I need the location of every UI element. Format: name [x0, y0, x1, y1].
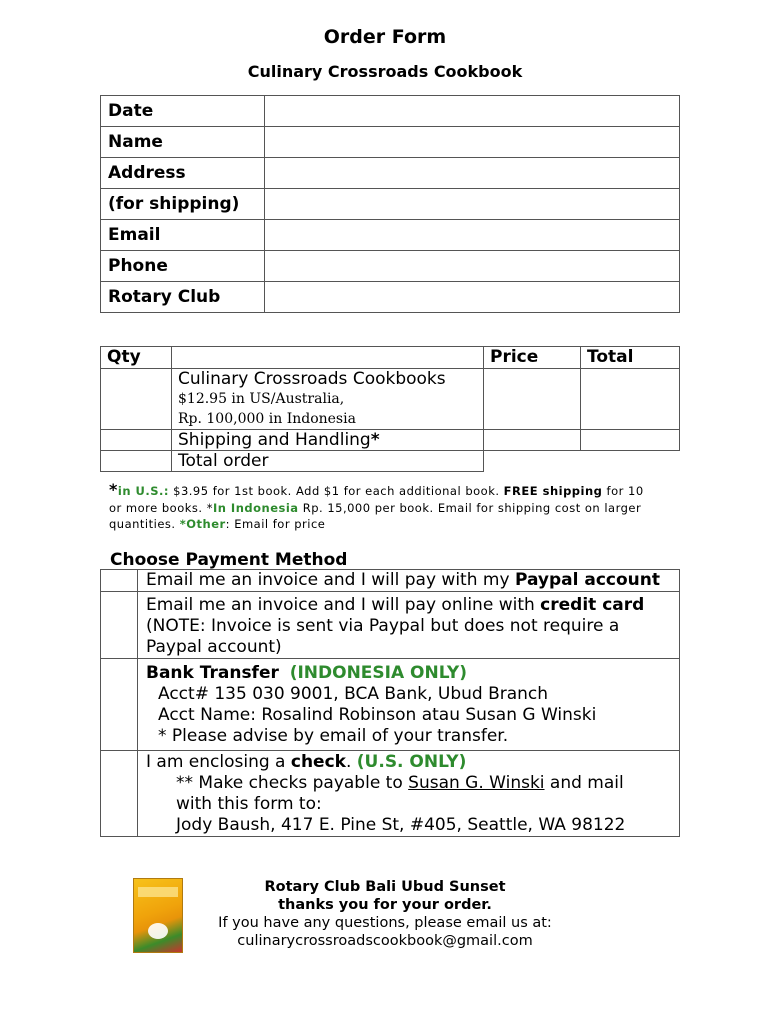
total-price-empty: [484, 451, 581, 472]
payment-option-credit-card: [101, 592, 680, 659]
name-field[interactable]: [265, 127, 680, 158]
footer-club: Rotary Club Bali Ubud Sunset: [264, 879, 506, 895]
cc-post: (NOTE: Invoice is sent via Paypal but does not require a Paypal account): [146, 616, 620, 657]
paypal-text: [138, 570, 680, 592]
total-header: Total: [581, 347, 680, 369]
name-label: Name: [101, 127, 265, 158]
order-table: [100, 346, 680, 472]
bank-region: (INDONESIA ONLY): [289, 663, 468, 683]
bank-transfer-checkbox[interactable]: [101, 659, 138, 751]
credit-card-checkbox[interactable]: [101, 592, 138, 659]
note-us-text: $3.95 for 1st book. Add $1 for each additional book.: [168, 484, 504, 498]
customer-info-table: [100, 95, 680, 313]
qty-header: Qty: [101, 347, 172, 369]
email-label: Email: [101, 220, 265, 251]
note-free-shipping: FREE shipping: [503, 484, 603, 498]
payment-option-paypal: [101, 570, 680, 592]
cc-pre: Email me an invoice and I will pay online with: [146, 595, 541, 615]
page-title: Order Form: [323, 26, 447, 48]
bank-account: Acct# 135 030 9001, BCA Bank, Ubud Branch: [158, 684, 549, 704]
check-payable-post: and mail: [544, 773, 624, 793]
cookbook-total-field[interactable]: [581, 369, 680, 430]
payment-option-check: [101, 751, 680, 837]
check-dot: .: [345, 752, 357, 772]
paypal-checkbox[interactable]: [101, 570, 138, 592]
cookbook-row: [101, 369, 680, 430]
phone-label: Phone: [101, 251, 265, 282]
page-subtitle: Culinary Crossroads Cookbook: [247, 62, 523, 81]
item-header: [172, 347, 484, 369]
total-total-empty: [581, 451, 680, 472]
date-field[interactable]: [265, 96, 680, 127]
paypal-bold: Paypal account: [514, 570, 660, 590]
payment-table: [100, 569, 680, 837]
address-label: Address: [101, 158, 265, 189]
address-shipping-label: (for shipping): [101, 189, 265, 220]
shipping-row: [101, 430, 680, 451]
cookbook-item-name: Culinary Crossroads Cookbooks: [178, 369, 446, 389]
shipping-item: [172, 430, 484, 451]
footer: [200, 878, 570, 950]
phone-field[interactable]: [265, 251, 680, 282]
rotary-club-label: Rotary Club: [101, 282, 265, 313]
address-field[interactable]: [265, 158, 680, 189]
cookbook-qty-field[interactable]: [101, 369, 172, 430]
check-payable-pre: ** Make checks payable to: [176, 773, 409, 793]
address-shipping-field[interactable]: [265, 189, 680, 220]
bank-account-name: Acct Name: Rosalind Robinson atau Susan G Winski: [158, 705, 597, 725]
shipping-qty-field[interactable]: [101, 430, 172, 451]
shipping-note: [109, 482, 649, 533]
cookbook-price-field[interactable]: [484, 369, 581, 430]
bank-title: Bank Transfer: [146, 663, 279, 683]
date-label: Date: [101, 96, 265, 127]
footer-thanks: thanks you for your order.: [278, 897, 492, 913]
check-checkbox[interactable]: [101, 751, 138, 837]
shipping-total-field[interactable]: [581, 430, 680, 451]
check-payee: Susan G. Winski: [408, 773, 545, 793]
payment-option-bank-transfer: [101, 659, 680, 751]
payment-title: Choose Payment Method: [110, 550, 348, 570]
shipping-price-field[interactable]: [484, 430, 581, 451]
total-row: [101, 451, 680, 472]
footer-email: culinarycrossroadscookbook@gmail.com: [237, 933, 533, 949]
footer-questions: If you have any questions, please email us at:: [218, 915, 552, 931]
note-asterisk: *: [109, 480, 118, 499]
check-with-form: with this form to:: [176, 794, 322, 814]
check-pre: I am enclosing a: [146, 752, 291, 772]
price-header: Price: [484, 347, 581, 369]
total-qty-field[interactable]: [101, 451, 172, 472]
note-other-label: *Other: [179, 517, 226, 531]
paypal-pre: Email me an invoice and I will pay with my: [146, 570, 515, 590]
shipping-label: Shipping and Handling: [178, 430, 371, 450]
email-field[interactable]: [265, 220, 680, 251]
note-indonesia-text: Rp. 15,000 per book. Email for shipping cost on larger quantities.: [109, 500, 642, 531]
cc-bold: credit card: [540, 595, 645, 615]
check-address: Jody Baush, 417 E. Pine St, #405, Seattle, WA 98122: [176, 815, 626, 835]
note-after-free: for 10 or more books. *: [109, 484, 644, 515]
bank-note: * Please advise by email of your transfer.: [158, 726, 509, 746]
note-us-label: in U.S.:: [117, 484, 169, 498]
credit-card-text: [138, 592, 680, 659]
order-header-row: [101, 347, 680, 369]
check-text: [138, 751, 680, 837]
bank-transfer-text: [138, 659, 680, 751]
shipping-asterisk: *: [370, 430, 380, 450]
rotary-club-field[interactable]: [265, 282, 680, 313]
cookbook-price-id: Rp. 100,000 in Indonesia: [178, 411, 356, 427]
check-bold: check: [290, 752, 346, 772]
cookbook-cover-image: [133, 878, 183, 953]
cookbook-item: [172, 369, 484, 430]
note-indonesia-label: In Indonesia: [212, 500, 299, 515]
cookbook-price-us: $12.95 in US/Australia,: [178, 391, 345, 407]
total-order-label: Total order: [172, 451, 484, 472]
note-other-text: : Email for price: [225, 517, 326, 531]
check-region: (U.S. ONLY): [356, 752, 467, 772]
